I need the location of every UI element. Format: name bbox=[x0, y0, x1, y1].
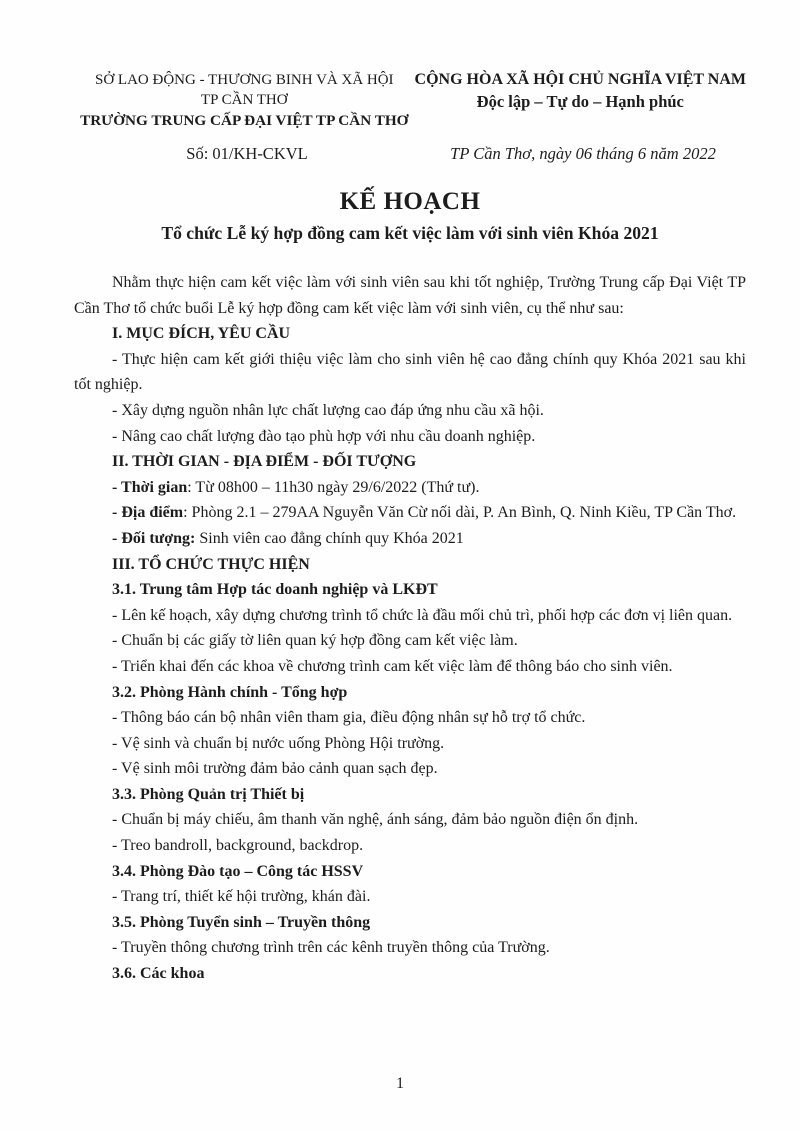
place-date: TP Cần Thơ, ngày 06 tháng 6 năm 2022 bbox=[450, 144, 716, 163]
section-heading-time-place: II. THỜI GIAN - ĐỊA ĐIỂM - ĐỐI TƯỢNG bbox=[112, 453, 417, 471]
document-meta-row bbox=[74, 144, 746, 164]
item-place: - Địa điểm: Phòng 2.1 – 279AA Nguyễn Văn Cừ nối dài, P. An Bình, Q. Ninh Kiều, TP Cần Thơ. bbox=[112, 504, 737, 522]
section-heading-purpose: I. MỤC ĐÍCH, YÊU CẦU bbox=[112, 325, 291, 343]
item-purpose-3: - Nâng cao chất lượng đào tạo phù hợp với nhu cầu doanh nghiệp. bbox=[112, 427, 536, 445]
item-3-2-b: - Vệ sinh và chuẩn bị nước uống Phòng Hội trường. bbox=[112, 734, 445, 752]
subsection-3-1: 3.1. Trung tâm Hợp tác doanh nghiệp và LKĐT bbox=[112, 581, 438, 599]
title-block bbox=[74, 187, 746, 246]
page-number: 1 bbox=[396, 1075, 404, 1092]
subsection-3-3: 3.3. Phòng Quản trị Thiết bị bbox=[112, 785, 305, 803]
item-purpose-2: - Xây dựng nguồn nhân lực chất lượng cao đáp ứng nhu cầu xã hội. bbox=[112, 401, 544, 419]
national-header-block bbox=[415, 70, 746, 114]
document-header bbox=[74, 70, 746, 131]
item-3-1-b: - Chuẩn bị các giấy tờ liên quan ký hợp đồng cam kết việc làm. bbox=[112, 632, 518, 650]
org-city: TP CẦN THƠ bbox=[200, 92, 288, 108]
subsection-3-4: 3.4. Phòng Đào tạo – Công tác HSSV bbox=[112, 862, 364, 880]
section-heading-implementation: III. TỔ CHỨC THỰC HIỆN bbox=[112, 555, 310, 573]
item-audience: - Đối tượng: Sinh viên cao đẳng chính quy Khóa 2021 bbox=[112, 529, 464, 547]
item-purpose-1: - Thực hiện cam kết giới thiệu việc làm cho sinh viên hệ cao đẳng chính quy Khóa 2021 sau khi tốt nghiệp. bbox=[74, 350, 746, 394]
item-3-3-b: - Treo bandroll, background, backdrop. bbox=[112, 837, 364, 855]
intro-paragraph: Nhằm thực hiện cam kết việc làm với sinh viên sau khi tốt nghiệp, Trường Trung cấp Đại Việt TP Cần Thơ tổ chức buổi Lễ ký hợp đồng cam kết việc làm với sinh viên, cụ thể như sau: bbox=[74, 274, 746, 317]
org-parent-name: SỞ LAO ĐỘNG - THƯƠNG BINH VÀ XÃ HỘI bbox=[94, 72, 394, 88]
item-3-2-c: - Vệ sinh môi trường đảm bảo cảnh quan sạch đẹp. bbox=[112, 760, 438, 778]
item-time: - Thời gian: Từ 08h00 – 11h30 ngày 29/6/2022 (Thứ tư). bbox=[112, 478, 480, 496]
document-subtitle: Tổ chức Lễ ký hợp đồng cam kết việc làm với sinh viên Khóa 2021 bbox=[161, 223, 659, 243]
national-motto: Độc lập – Tự do – Hạnh phúc bbox=[476, 92, 684, 111]
item-3-5-a: - Truyền thông chương trình trên các kênh truyền thông của Trường. bbox=[112, 939, 550, 957]
document-body bbox=[74, 270, 746, 987]
document-title: KẾ HOẠCH bbox=[339, 188, 481, 215]
item-3-4-a: - Trang trí, thiết kế hội trường, khán đài. bbox=[112, 888, 371, 906]
issuing-org-block bbox=[74, 70, 415, 131]
item-3-1-a: - Lên kế hoạch, xây dựng chương trình tổ chức là đầu mối chủ trì, phối hợp các đơn vị liên quan. bbox=[112, 606, 733, 624]
subsection-3-2: 3.2. Phòng Hành chính - Tổng hợp bbox=[112, 683, 348, 701]
item-3-3-a: - Chuẩn bị máy chiếu, âm thanh văn nghệ, ánh sáng, đảm bảo nguồn điện ổn định. bbox=[112, 811, 639, 829]
subsection-3-6: 3.6. Các khoa bbox=[112, 965, 205, 983]
subsection-3-5: 3.5. Phòng Tuyển sinh – Truyền thông bbox=[112, 913, 371, 931]
doc-number: Số: 01/KH-CKVL bbox=[186, 144, 308, 163]
item-3-1-c: - Triển khai đến các khoa về chương trình cam kết việc làm để thông báo cho sinh viên. bbox=[112, 657, 673, 675]
item-3-2-a: - Thông báo cán bộ nhân viên tham gia, điều động nhân sự hỗ trợ tổ chức. bbox=[112, 709, 586, 727]
org-school-name: TRƯỜNG TRUNG CẤP ĐẠI VIỆT TP CẦN THƠ bbox=[80, 112, 409, 129]
national-title: CỘNG HÒA XÃ HỘI CHỦ NGHĨA VIỆT NAM bbox=[414, 71, 746, 88]
